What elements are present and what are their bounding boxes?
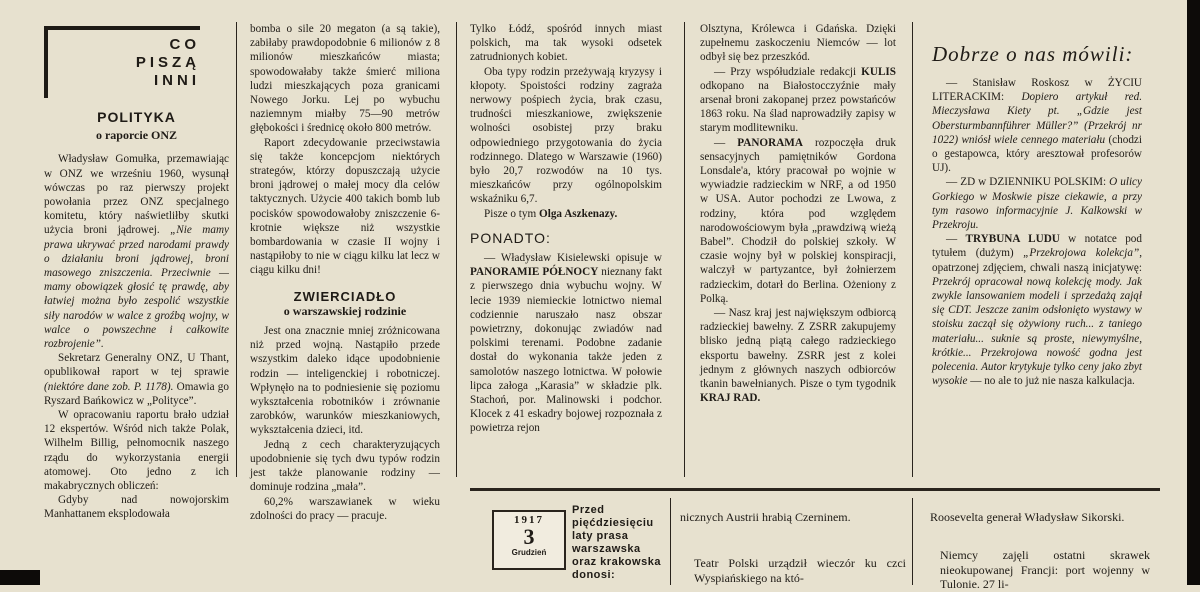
- teatr-text: Teatr Polski urządził wieczór ku czci Wyspiańskiego na któ-: [694, 556, 906, 585]
- rodziny-paragraph: Oba typy rodzin przeżywają kryzysy i kłopoty. Spoistości rodziny zagraża nerwowy pośpiech życia, brak czasu, trudności mieszkaniowe, zwiększenie wolności osobistej przy braku odpowiedniego przygotowania do życia rodzinnego. Dlatego w Warszawie (1960) było 20,7 rozwodów na 10 tys. mieszkańców przy ogólnopolskim wskaźniku 6,7.: [470, 65, 662, 206]
- raport-paragraph: Raport zdecydowanie przeciwstawia się także koncepcjom niektórych strategów, którzy dopuszczają użycie broni jądrowej o małej mocy dla celów taktycznych. Użycie 400 takich bomb lub pocisków spowodowałoby zniszczenie 6-krotnie większe niż wszystkie bombardowania w czasie II wojny i nastąpiłoby to nie w ciągu kilku lat lecz w ciągu kilku dni!: [250, 136, 440, 277]
- tulon-text: Niemcy zajęli ostatni skrawek nieokupowanej Francji: port wojenny w Tulonie. 27 li-: [940, 548, 1150, 591]
- masthead-line-1: CO: [169, 36, 200, 53]
- zwierciadlo-paragraph-3: 60,2% warszawianek w wieku zdolności do pracy — pracuje.: [250, 495, 440, 522]
- masthead-line-3: INNI: [154, 72, 200, 89]
- bawelna-paragraph: — Nasz kraj jest największym odbiorcą radzieckiej bawełny. Z ZSRR zakupujemy blisko jedną piątą całego radzieckiego eksportu bawełny. ZSRR jest z kolei jednym z głównych naszych odbiorców tkanin bawełnianych. Pisze o tym tygodnik KRAJ RAD.: [700, 307, 896, 405]
- column-1: [44, 110, 229, 522]
- aszkenazy-paragraph: Pisze o tym Olga Aszkenazy.: [484, 207, 618, 220]
- column-rule-4: [912, 22, 913, 477]
- lodz-paragraph: Tylko Łódź, spośród innych miast polskich, ma tak wysoki odsetek zatrudnionych kobiet.: [470, 23, 662, 64]
- zwierciadlo-heading: ZWIERCIADŁO: [293, 288, 397, 304]
- column-rule-1: [236, 22, 237, 477]
- trybuna-ludu-paragraph: — TRYBUNA LUDU w notatce pod tytułem (dużym) „Przekrojowa kolekcja”, opatrzonej zdjęciem, chwali naszą inicjatywę: Przekrój opracował nową kolekcję mody. Jak zwykle lansowaniem modeli i sprzedażą zajął się CDT. Jeszcze zanim odsłonięto wystawy w stoisku zaczął się ożywiony ruch... z taniego materiału... suknie są proste, niewymyślne, krótkie... Przekrojowa nowość godna jest polecenia. Autor krytykuje tylko ceny jako zbyt wysokie — no ale to już nie nasza kalkulacja.: [932, 233, 1142, 388]
- zwierciadlo-paragraph-2: Jedną z cech charakteryzujących upodobnienie się tych dwu typów rodzin jest także planowanie rodziny — dominuje rodzina „mała”.: [250, 438, 440, 494]
- calendar-badge: [492, 510, 566, 570]
- czernin-text: nicznych Austrii hrabią Czerninem.: [680, 510, 851, 524]
- polityka-paragraph-1: Władysław Gomułka, przemawiając w ONZ we wrześniu 1960, wysunął wówczas po raz pierwszy projekt powołania przez ONZ specjalnego komitetu, który naświetliłby skutki użycia broni jądrowej. „Nie mamy prawa ukrywać przed narodami prawdy o działaniu broni jądrowej, broni masowego zniszczenia. Przeciwnie — mamy obowiązek głosić tę prawdę, aby łatwiej można było zespolić wszystkie siły narodów w walce z groźbą wojny, w walce o powszechne i całkowite rozbrojenie”.: [44, 153, 229, 351]
- zwierciadlo-subheading: o warszawskiej rodzinie: [283, 303, 407, 318]
- polityka-paragraph-4: Gdyby nad nowojorskim Manhattanem eksplodowała: [44, 494, 229, 521]
- polityka-paragraph-3: W opracowaniu raportu brało udział 12 ekspertów. Wśród nich także Polak, Wilhelm Billig, pełnomocnik naszego rządu do wykorzystania energii atomowej. Oto jedno z ich makabrycznych obliczeń:: [44, 409, 229, 493]
- masthead-line-2: PISZĄ: [135, 54, 200, 71]
- column-2: [250, 22, 440, 523]
- page-edge-shadow: [1187, 0, 1200, 585]
- sikorski-text: Roosevelta generał Władysław Sikorski.: [930, 510, 1125, 524]
- olsztyn-paragraph: Olsztyna, Królewca i Gdańska. Dzięki zupełnemu zaskoczeniu Niemców — lot odbył się bez przeszkód.: [700, 23, 896, 64]
- dobrze-heading: Dobrze o nas mówili:: [932, 42, 1134, 66]
- dziennik-polski-paragraph: — ZD w DZIENNIKU POLSKIM: O ulicy Gorkiego w Moskwie pisze ciekawie, a przy tym rasowo informacyjnie J. Kalkowski w Przekroju.: [932, 176, 1142, 232]
- column-3: [470, 22, 662, 436]
- roskosz-paragraph: — Stanisław Roskosz w ŻYCIU LITERACKIM: Dopiero artykuł red. Mieczysława Kiety pt. „Gdzie jest Obersturmbannführer Müller?” (Przekrój nr 1022) wniósł wiele cennego materiału (chodzi o gestapowca, który aresztował profesorów UJ).: [932, 77, 1143, 175]
- bottom-rule-1: [670, 498, 671, 585]
- polityka-subheading: o raporcie ONZ: [95, 128, 178, 143]
- column-rule-3: [684, 22, 685, 477]
- calendar-day: 3: [523, 524, 535, 549]
- column-rule-2: [456, 22, 457, 477]
- column-5: [932, 76, 1142, 388]
- section-masthead: [44, 26, 200, 98]
- bottom-box-rule: [470, 488, 1160, 491]
- bottom-rule-2: [912, 498, 913, 585]
- polityka-heading: POLITYKA: [97, 109, 176, 125]
- panorama-paragraph: — PANORAMA rozpoczęła druk sensacyjnych pamiętników Gordona Lonsdale'a, który pracował po wojnie w wywiadzie radzieckim w NRF, a od 1950 w USA. Autor pochodzi ze Lwowa, z rodziny, która pod względem narodowościowym była „prawdziwą wieżą Babel”. Chodził do polskiej szkoły. W czasie wojny był w polskiej konspiracji, walczył w partyzantce, był żołnierzem radzieckim, dotarł do Berlina. Ożeniony z Polką.: [700, 136, 896, 305]
- przed-50-laty-heading: Przed pięćdziesięciu laty prasa warszawska oraz krakowska donosi:: [572, 504, 661, 581]
- calendar-month: Grudzień: [511, 548, 547, 557]
- polityka-paragraph-2: Sekretarz Generalny ONZ, U Thant, opublikował raport w tej sprawie (niektóre dane zob. P. 1178). Omawia go Ryszard Bańkowicz w „Polityce”.: [44, 352, 229, 407]
- ponadto-heading: PONADTO:: [470, 229, 551, 246]
- kulis-paragraph: — Przy współudziale redakcji KULIS odkopano na Białostocczyźnie mały arsenał broni zakopanej przez powstańców 1863 roku. Na ślad naprowadziły zapisy w starym modlitewniku.: [700, 65, 896, 135]
- kisielewski-paragraph: — Władysław Kisielewski opisuje w PANORAMIE PÓŁNOCY nieznany fakt z pierwszego dnia wybuchu wojny. W lecie 1939 niemieckie lotnictwo niemal codziennie naruszało nasz obszar powietrzny, dokonując zwiadów nad polskimi terenami. Podobne zadanie dostał do wykonania także jeden z samolotów naszego lotnictwa. W połowie lipca załoga „Karasia” w składzie plk. Stachoń, por. Malinowski i podchor. Klocek z 41 eskadry bojowej rozpoznała z powietrza rejon: [470, 252, 662, 435]
- zwierciadlo-paragraph-1: Jest ona znacznie mniej zróżnicowana niż przed wojną. Nastąpiło przede wszystkim daleko idące upodobnienie rodzin — inteligenckiej i robotniczej. Wpłynęło na to podniesienie się poziomu wykształcenia robotników i zrównanie zarobków, warunków mieszkaniowych, wykształcenia dzieci, itd.: [250, 325, 440, 437]
- calendar-year: 1917: [514, 514, 544, 526]
- page-corner-shadow: [0, 570, 40, 585]
- column-4: [700, 22, 896, 405]
- bomb-paragraph: bomba o sile 20 megaton (a są takie), zabiłaby prawdopodobnie 6 milionów z 8 milionów mieszkańców miasta; spowodowałaby także śmierć miliona ludzi mieszkających poza granicami Nowego Jorku. Lej po wybuchu naziemnym miałby 75—90 metrów głębokości i średnicę około 800 metrów.: [250, 23, 440, 135]
